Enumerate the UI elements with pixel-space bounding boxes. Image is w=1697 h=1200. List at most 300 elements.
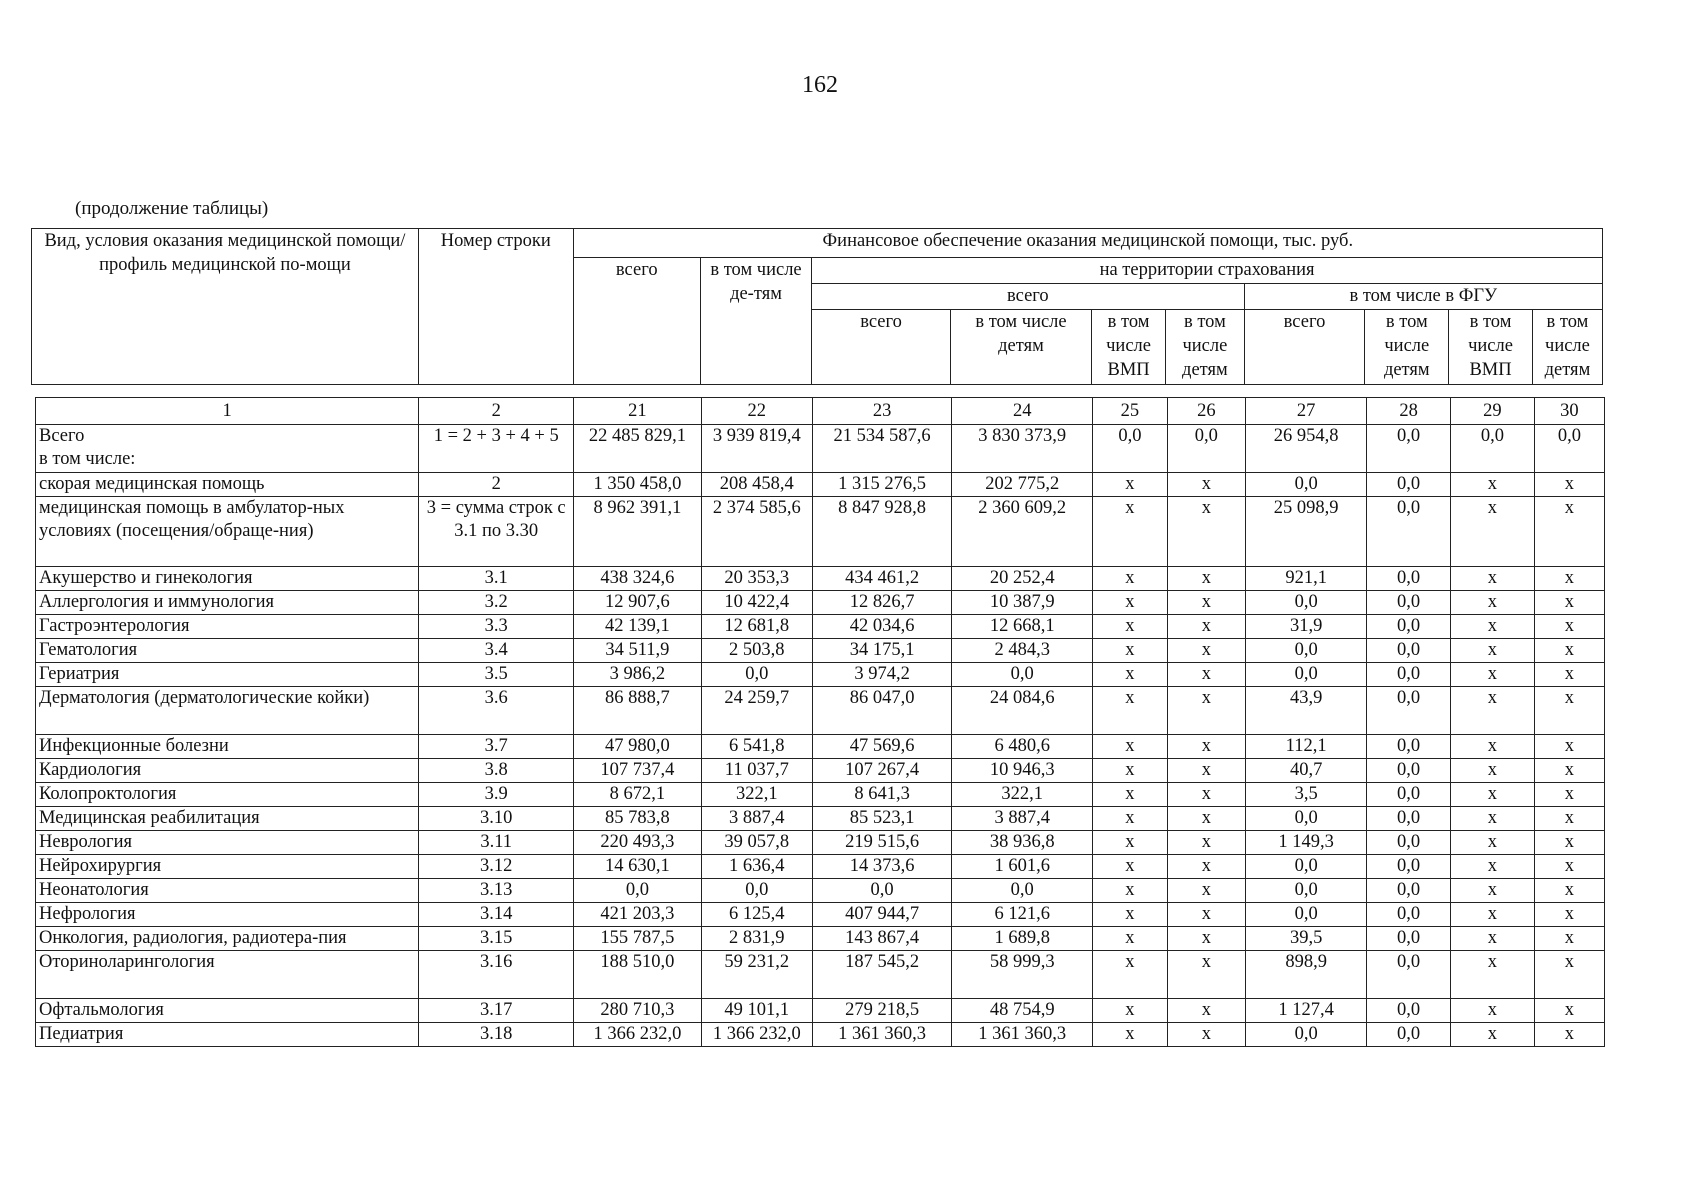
column-number: 26 — [1167, 398, 1246, 425]
cell-value: х — [1167, 639, 1246, 663]
row-label: Акушерство и гинекология — [36, 567, 419, 591]
cell-value: 10 422,4 — [701, 591, 812, 615]
cell-value: х — [1451, 1023, 1535, 1047]
table-row — [36, 567, 1605, 591]
cell-value: х — [1093, 783, 1167, 807]
cell-value: х — [1167, 615, 1246, 639]
cell-value: 143 867,4 — [813, 927, 952, 951]
cell-value: 208 458,4 — [701, 473, 812, 497]
cell-value: 22 485 829,1 — [574, 425, 701, 473]
cell-value: х — [1451, 567, 1535, 591]
cell-value: 0,0 — [1367, 425, 1451, 473]
cell-value: х — [1093, 951, 1167, 999]
cell-value: х — [1093, 903, 1167, 927]
cell-value: 434 461,2 — [813, 567, 952, 591]
cell-value: 0,0 — [1367, 759, 1451, 783]
cell-value: 0,0 — [1367, 687, 1451, 735]
cell-value: х — [1093, 567, 1167, 591]
cell-value: х — [1167, 903, 1246, 927]
table-row — [36, 615, 1605, 639]
cell-value: 31,9 — [1246, 615, 1367, 639]
cell-value: 0,0 — [1367, 639, 1451, 663]
row-label: Офтальмология — [36, 999, 419, 1023]
cell-value: 3 986,2 — [574, 663, 701, 687]
row-label: Нейрохирургия — [36, 855, 419, 879]
cell-value: х — [1093, 663, 1167, 687]
cell-value: х — [1451, 663, 1535, 687]
cell-value: 6 125,4 — [701, 903, 812, 927]
table-row — [36, 591, 1605, 615]
cell-value: х — [1534, 473, 1604, 497]
cell-value: 12 668,1 — [952, 615, 1093, 639]
continuation-note: (продолжение таблицы) — [75, 198, 269, 219]
row-number: 3.14 — [419, 903, 574, 927]
header-sub-children: в том числе детям — [951, 310, 1092, 385]
cell-value: х — [1451, 855, 1535, 879]
cell-value: х — [1534, 591, 1604, 615]
row-label: Онкология, радиология, радиотера-пия — [36, 927, 419, 951]
cell-value: 0,0 — [1093, 425, 1167, 473]
cell-value: х — [1167, 831, 1246, 855]
cell-value: 0,0 — [1367, 855, 1451, 879]
table-header — [31, 228, 1603, 385]
row-label: медицинская помощь в амбулатор-ных условиях (посещения/обраще-ния) — [36, 497, 419, 567]
cell-value: х — [1167, 879, 1246, 903]
cell-value: х — [1167, 951, 1246, 999]
cell-value: 59 231,2 — [701, 951, 812, 999]
cell-value: 155 787,5 — [574, 927, 701, 951]
cell-value: 0,0 — [701, 879, 812, 903]
cell-value: 42 139,1 — [574, 615, 701, 639]
cell-value: х — [1167, 567, 1246, 591]
row-number: 3.11 — [419, 831, 574, 855]
cell-value: 0,0 — [1367, 879, 1451, 903]
cell-value: 0,0 — [1246, 807, 1367, 831]
row-number: 3.10 — [419, 807, 574, 831]
cell-value: 322,1 — [952, 783, 1093, 807]
cell-value: х — [1534, 639, 1604, 663]
cell-value: 2 374 585,6 — [701, 497, 812, 567]
row-label: Дерматология (дерматологические койки) — [36, 687, 419, 735]
cell-value: х — [1534, 807, 1604, 831]
cell-value: 0,0 — [1246, 879, 1367, 903]
cell-value: 2 831,9 — [701, 927, 812, 951]
cell-value: 6 121,6 — [952, 903, 1093, 927]
cell-value: х — [1451, 759, 1535, 783]
cell-value: х — [1451, 591, 1535, 615]
cell-value: 0,0 — [1367, 1023, 1451, 1047]
cell-value: х — [1167, 735, 1246, 759]
cell-value: х — [1534, 999, 1604, 1023]
header-type-of-care: Вид, условия оказания медицинской помощи/ профиль медицинской по-мощи — [32, 229, 419, 385]
row-number: 3.8 — [419, 759, 574, 783]
row-label: Гематология — [36, 639, 419, 663]
table-row — [36, 879, 1605, 903]
cell-value: 0,0 — [701, 663, 812, 687]
cell-value: 20 353,3 — [701, 567, 812, 591]
cell-value: х — [1093, 735, 1167, 759]
cell-value: х — [1451, 999, 1535, 1023]
cell-value: 6 541,8 — [701, 735, 812, 759]
cell-value: 1 636,4 — [701, 855, 812, 879]
header-sub-vmp: в том числе ВМП — [1091, 310, 1165, 385]
cell-value: х — [1093, 831, 1167, 855]
cell-value: х — [1167, 999, 1246, 1023]
cell-value: 0,0 — [1246, 1023, 1367, 1047]
cell-value: 0,0 — [1367, 831, 1451, 855]
cell-value: 1 350 458,0 — [574, 473, 701, 497]
cell-value: 1 366 232,0 — [574, 1023, 701, 1047]
cell-value: 0,0 — [1367, 999, 1451, 1023]
table-row — [36, 759, 1605, 783]
cell-value: х — [1167, 591, 1246, 615]
row-label: Всего в том числе: — [36, 425, 419, 473]
column-number: 22 — [701, 398, 812, 425]
cell-value: х — [1093, 927, 1167, 951]
cell-value: х — [1167, 497, 1246, 567]
cell-value: 187 545,2 — [813, 951, 952, 999]
cell-value: х — [1167, 759, 1246, 783]
cell-value: 421 203,3 — [574, 903, 701, 927]
cell-value: 24 259,7 — [701, 687, 812, 735]
cell-value: 0,0 — [1246, 639, 1367, 663]
cell-value: 8 962 391,1 — [574, 497, 701, 567]
header-territory-total: всего — [812, 284, 1244, 310]
cell-value: 34 511,9 — [574, 639, 701, 663]
cell-value: 86 047,0 — [813, 687, 952, 735]
cell-value: 1 149,3 — [1246, 831, 1367, 855]
cell-value: х — [1534, 927, 1604, 951]
cell-value: 47 980,0 — [574, 735, 701, 759]
cell-value: х — [1167, 663, 1246, 687]
cell-value: 43,9 — [1246, 687, 1367, 735]
cell-value: 202 775,2 — [952, 473, 1093, 497]
cell-value: 47 569,6 — [813, 735, 952, 759]
cell-value: х — [1534, 567, 1604, 591]
cell-value: х — [1093, 1023, 1167, 1047]
cell-value: х — [1167, 807, 1246, 831]
cell-value: 39,5 — [1246, 927, 1367, 951]
cell-value: 10 387,9 — [952, 591, 1093, 615]
cell-value: х — [1093, 591, 1167, 615]
table-row — [36, 951, 1605, 999]
cell-value: 107 737,4 — [574, 759, 701, 783]
cell-value: х — [1093, 473, 1167, 497]
cell-value: 0,0 — [813, 879, 952, 903]
cell-value: 11 037,7 — [701, 759, 812, 783]
table-row — [36, 663, 1605, 687]
cell-value: х — [1451, 951, 1535, 999]
cell-value: х — [1167, 855, 1246, 879]
cell-value: х — [1093, 807, 1167, 831]
cell-value: х — [1534, 903, 1604, 927]
cell-value: 14 630,1 — [574, 855, 701, 879]
header-fgu-vmp: в том числе ВМП — [1449, 310, 1533, 385]
table-row — [36, 473, 1605, 497]
cell-value: 0,0 — [1246, 591, 1367, 615]
cell-value: 898,9 — [1246, 951, 1367, 999]
cell-value: х — [1451, 615, 1535, 639]
cell-value: 3,5 — [1246, 783, 1367, 807]
cell-value: х — [1093, 999, 1167, 1023]
row-number: 3.12 — [419, 855, 574, 879]
header-total: всего — [573, 258, 700, 385]
cell-value: 0,0 — [1367, 473, 1451, 497]
cell-value: 85 523,1 — [813, 807, 952, 831]
row-number: 3.13 — [419, 879, 574, 903]
cell-value: х — [1093, 855, 1167, 879]
cell-value: 85 783,8 — [574, 807, 701, 831]
cell-value: х — [1451, 639, 1535, 663]
cell-value: х — [1534, 951, 1604, 999]
cell-value: 10 946,3 — [952, 759, 1093, 783]
row-label: Педиатрия — [36, 1023, 419, 1047]
cell-value: х — [1534, 735, 1604, 759]
row-label: Неонатология — [36, 879, 419, 903]
cell-value: 3 939 819,4 — [701, 425, 812, 473]
page-number: 162 — [802, 72, 838, 98]
row-number: 1 = 2 + 3 + 4 + 5 — [419, 425, 574, 473]
cell-value: 12 826,7 — [813, 591, 952, 615]
cell-value: 42 034,6 — [813, 615, 952, 639]
header-fgu-children: в том числе детям — [1365, 310, 1449, 385]
cell-value: 0,0 — [1367, 663, 1451, 687]
cell-value: 921,1 — [1246, 567, 1367, 591]
cell-value: 14 373,6 — [813, 855, 952, 879]
cell-value: х — [1534, 497, 1604, 567]
cell-value: 20 252,4 — [952, 567, 1093, 591]
cell-value: х — [1451, 497, 1535, 567]
cell-value: 220 493,3 — [574, 831, 701, 855]
header-row-number: Номер строки — [418, 229, 573, 385]
cell-value: 112,1 — [1246, 735, 1367, 759]
header-fgu-children-2: в том числе детям — [1532, 310, 1602, 385]
cell-value: 3 887,4 — [701, 807, 812, 831]
cell-value: х — [1451, 687, 1535, 735]
cell-value: 322,1 — [701, 783, 812, 807]
cell-value: 2 503,8 — [701, 639, 812, 663]
column-number: 29 — [1451, 398, 1535, 425]
cell-value: х — [1451, 783, 1535, 807]
cell-value: 188 510,0 — [574, 951, 701, 999]
cell-value: х — [1534, 855, 1604, 879]
cell-value: х — [1534, 615, 1604, 639]
cell-value: 25 098,9 — [1246, 497, 1367, 567]
cell-value: х — [1093, 687, 1167, 735]
cell-value: 21 534 587,6 — [813, 425, 952, 473]
cell-value: 1 366 232,0 — [701, 1023, 812, 1047]
column-number: 25 — [1093, 398, 1167, 425]
cell-value: 1 601,6 — [952, 855, 1093, 879]
table-row — [36, 999, 1605, 1023]
row-label: Инфекционные болезни — [36, 735, 419, 759]
header-incl-fgu: в том числе в ФГУ — [1244, 284, 1602, 310]
table-row — [36, 735, 1605, 759]
header-sub-total: всего — [812, 310, 951, 385]
cell-value: х — [1451, 903, 1535, 927]
row-label: Гериатрия — [36, 663, 419, 687]
cell-value: 0,0 — [1534, 425, 1604, 473]
row-label: Медицинская реабилитация — [36, 807, 419, 831]
row-number: 3.3 — [419, 615, 574, 639]
row-label: Нефрология — [36, 903, 419, 927]
cell-value: 0,0 — [1246, 903, 1367, 927]
cell-value: 38 936,8 — [952, 831, 1093, 855]
cell-value: 279 218,5 — [813, 999, 952, 1023]
header-financing: Финансовое обеспечение оказания медицинской помощи, тыс. руб. — [573, 229, 1602, 258]
cell-value: 24 084,6 — [952, 687, 1093, 735]
cell-value: 58 999,3 — [952, 951, 1093, 999]
cell-value: х — [1451, 879, 1535, 903]
row-label: Гастроэнтерология — [36, 615, 419, 639]
cell-value: х — [1534, 879, 1604, 903]
column-number: 21 — [574, 398, 701, 425]
cell-value: х — [1534, 687, 1604, 735]
cell-value: х — [1451, 831, 1535, 855]
cell-value: 6 480,6 — [952, 735, 1093, 759]
cell-value: 0,0 — [1367, 783, 1451, 807]
cell-value: х — [1093, 639, 1167, 663]
row-number: 3.15 — [419, 927, 574, 951]
header-insurance-territory: на территории страхования — [812, 258, 1603, 284]
cell-value: 107 267,4 — [813, 759, 952, 783]
row-number: 3.1 — [419, 567, 574, 591]
cell-value: 2 484,3 — [952, 639, 1093, 663]
cell-value: х — [1451, 807, 1535, 831]
cell-value: 3 887,4 — [952, 807, 1093, 831]
cell-value: 3 830 373,9 — [952, 425, 1093, 473]
row-number: 3.7 — [419, 735, 574, 759]
table-row — [36, 807, 1605, 831]
cell-value: х — [1534, 759, 1604, 783]
cell-value: 34 175,1 — [813, 639, 952, 663]
table-row — [36, 687, 1605, 735]
cell-value: 438 324,6 — [574, 567, 701, 591]
table-row — [36, 425, 1605, 473]
cell-value: х — [1167, 783, 1246, 807]
row-label: скорая медицинская помощь — [36, 473, 419, 497]
column-number: 2 — [419, 398, 574, 425]
row-number: 3 = сумма строк с 3.1 по 3.30 — [419, 497, 574, 567]
data-table — [35, 397, 1605, 1047]
row-number: 3.9 — [419, 783, 574, 807]
cell-value: х — [1093, 759, 1167, 783]
cell-value: х — [1534, 783, 1604, 807]
cell-value: х — [1451, 735, 1535, 759]
header-sub-children-2: в том числе детям — [1166, 310, 1244, 385]
column-number-row — [36, 398, 1605, 425]
row-label: Аллергология и иммунология — [36, 591, 419, 615]
cell-value: 0,0 — [1167, 425, 1246, 473]
cell-value: 0,0 — [1367, 951, 1451, 999]
cell-value: 0,0 — [1367, 807, 1451, 831]
cell-value: х — [1534, 663, 1604, 687]
cell-value: 0,0 — [574, 879, 701, 903]
cell-value: 86 888,7 — [574, 687, 701, 735]
cell-value: 0,0 — [1451, 425, 1535, 473]
row-number: 3.4 — [419, 639, 574, 663]
cell-value: 219 515,6 — [813, 831, 952, 855]
cell-value: 40,7 — [1246, 759, 1367, 783]
cell-value: 12 681,8 — [701, 615, 812, 639]
table-row — [36, 497, 1605, 567]
table-row — [36, 927, 1605, 951]
table-row — [36, 1023, 1605, 1047]
cell-value: х — [1451, 473, 1535, 497]
row-number: 3.2 — [419, 591, 574, 615]
cell-value: 49 101,1 — [701, 999, 812, 1023]
cell-value: 0,0 — [1246, 855, 1367, 879]
row-number: 2 — [419, 473, 574, 497]
row-number: 3.16 — [419, 951, 574, 999]
column-number: 28 — [1367, 398, 1451, 425]
cell-value: х — [1534, 1023, 1604, 1047]
cell-value: х — [1093, 879, 1167, 903]
column-number: 1 — [36, 398, 419, 425]
cell-value: 1 315 276,5 — [813, 473, 952, 497]
cell-value: 12 907,6 — [574, 591, 701, 615]
cell-value: 1 689,8 — [952, 927, 1093, 951]
cell-value: 8 641,3 — [813, 783, 952, 807]
table-row — [36, 855, 1605, 879]
cell-value: х — [1167, 927, 1246, 951]
cell-value: 0,0 — [1367, 903, 1451, 927]
row-number: 3.18 — [419, 1023, 574, 1047]
cell-value: 0,0 — [1367, 615, 1451, 639]
cell-value: 1 361 360,3 — [952, 1023, 1093, 1047]
cell-value: х — [1167, 473, 1246, 497]
column-number: 27 — [1246, 398, 1367, 425]
row-number: 3.6 — [419, 687, 574, 735]
table-row — [36, 639, 1605, 663]
header-fgu-total: всего — [1244, 310, 1365, 385]
cell-value: х — [1534, 831, 1604, 855]
cell-value: 39 057,8 — [701, 831, 812, 855]
cell-value: 2 360 609,2 — [952, 497, 1093, 567]
row-label: Оториноларингология — [36, 951, 419, 999]
table-row — [36, 831, 1605, 855]
cell-value: 0,0 — [1367, 591, 1451, 615]
row-label: Неврология — [36, 831, 419, 855]
cell-value: 407 944,7 — [813, 903, 952, 927]
cell-value: 1 127,4 — [1246, 999, 1367, 1023]
row-label: Кардиология — [36, 759, 419, 783]
cell-value: 0,0 — [1246, 663, 1367, 687]
cell-value: 48 754,9 — [952, 999, 1093, 1023]
column-number: 24 — [952, 398, 1093, 425]
cell-value: 0,0 — [1367, 927, 1451, 951]
cell-value: 3 974,2 — [813, 663, 952, 687]
row-label: Колопроктология — [36, 783, 419, 807]
cell-value: 1 361 360,3 — [813, 1023, 952, 1047]
cell-value: х — [1167, 687, 1246, 735]
table-row — [36, 783, 1605, 807]
table-row — [36, 903, 1605, 927]
header-incl-children: в том числе де-тям — [700, 258, 811, 385]
cell-value: х — [1093, 615, 1167, 639]
cell-value: 0,0 — [1246, 473, 1367, 497]
cell-value: 0,0 — [952, 663, 1093, 687]
cell-value: 0,0 — [1367, 735, 1451, 759]
cell-value: 8 672,1 — [574, 783, 701, 807]
cell-value: 0,0 — [1367, 497, 1451, 567]
column-number: 30 — [1534, 398, 1604, 425]
cell-value: 8 847 928,8 — [813, 497, 952, 567]
cell-value: 26 954,8 — [1246, 425, 1367, 473]
cell-value: х — [1451, 927, 1535, 951]
cell-value: х — [1093, 497, 1167, 567]
cell-value: 0,0 — [1367, 567, 1451, 591]
